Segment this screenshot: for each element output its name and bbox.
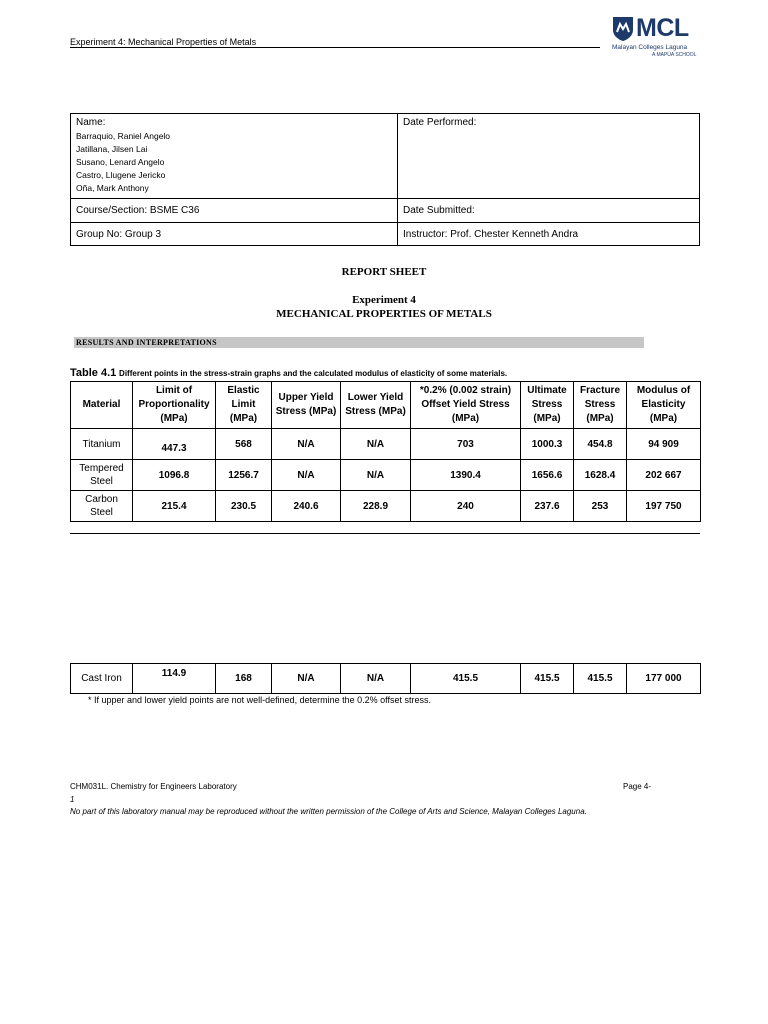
table-row <box>71 460 701 491</box>
table-cell: N/A <box>341 664 411 694</box>
table-row <box>71 491 701 522</box>
column-header: Ultimate Stress (MPa) <box>521 382 574 429</box>
table-cell: 253 <box>574 491 627 522</box>
table-cell: N/A <box>341 460 411 491</box>
table-cell: 114.9 <box>133 664 216 694</box>
table-cell: 202 667 <box>627 460 701 491</box>
table-cell: 447.3 <box>133 429 216 460</box>
column-header: Limit of Proportionality (MPa) <box>133 382 216 429</box>
table-description: Different points in the stress-strain graphs and the calculated modulus of elasticity of some materials. <box>119 369 508 378</box>
column-header: Upper Yield Stress (MPa) <box>272 382 341 429</box>
course-section: Course/Section: BSME C36 <box>71 199 398 223</box>
table-cell: 1390.4 <box>411 460 521 491</box>
table-cell: 1656.6 <box>521 460 574 491</box>
table-header-row <box>71 382 701 429</box>
table-cell: N/A <box>272 429 341 460</box>
table-cell: 177 000 <box>627 664 701 694</box>
table-number: Table 4.1 <box>70 367 117 379</box>
table-cell: 1000.3 <box>521 429 574 460</box>
member-name: Barraquio, Raniel Angelo <box>76 131 171 141</box>
member-list <box>76 130 392 195</box>
column-header: Modulus of Elasticity (MPa) <box>627 382 701 429</box>
copyright-note: No part of this laboratory manual may be reproduced without the written permission of the College of Arts and Science, Malayan Colleges Laguna. <box>70 807 587 816</box>
table-cell: 568 <box>216 429 272 460</box>
table-row <box>71 429 701 460</box>
table-cell: 1256.7 <box>216 460 272 491</box>
footer-page-continued: 1 <box>70 795 75 804</box>
footer-page: Page 4- <box>623 782 652 791</box>
column-header: Fracture Stress (MPa) <box>574 382 627 429</box>
table-cell: 230.5 <box>216 491 272 522</box>
logo-tagline: A MAPÚA SCHOOL <box>652 52 697 58</box>
logo-text: MCL <box>636 14 689 42</box>
column-header: Elastic Limit (MPa) <box>216 382 272 429</box>
footer-course: CHM031L. Chemistry for Engineers Laboratory <box>70 782 237 791</box>
info-table <box>70 113 700 246</box>
table-footnote: * If upper and lower yield points are not well-defined, determine the 0.2% offset stress. <box>88 695 432 705</box>
instructor: Instructor: Prof. Chester Kenneth Andra <box>398 223 700 246</box>
results-table <box>70 381 701 522</box>
date-performed-label: Date Performed: <box>403 117 477 128</box>
date-submitted-label: Date Submitted: <box>398 199 700 223</box>
table-cell: 168 <box>216 664 272 694</box>
member-name: Jatillana, Jilsen Lai <box>76 144 148 154</box>
table-cell: 240.6 <box>272 491 341 522</box>
table-cell: 197 750 <box>627 491 701 522</box>
table-cell: 415.5 <box>521 664 574 694</box>
material-cell: Cast Iron <box>71 664 133 694</box>
results-heading: RESULTS AND INTERPRETATIONS <box>74 337 644 348</box>
column-header: Material <box>71 382 133 429</box>
shield-icon <box>612 16 634 42</box>
logo-subtitle: Malayan Colleges Laguna <box>612 44 688 51</box>
header-rule <box>70 47 600 48</box>
table-cell: 1096.8 <box>133 460 216 491</box>
material-cell: Titanium <box>71 429 133 460</box>
mcl-logo <box>612 14 702 66</box>
material-cell: Tempered Steel <box>71 460 133 491</box>
column-header: *0.2% (0.002 strain) Offset Yield Stress (MPa) <box>411 382 521 429</box>
table-caption <box>70 367 507 379</box>
report-sheet-title: REPORT SHEET <box>341 266 427 278</box>
table-cell: 454.8 <box>574 429 627 460</box>
table-cell: 415.5 <box>574 664 627 694</box>
experiment-title: Experiment 4 <box>352 294 416 306</box>
table-row <box>71 664 701 694</box>
table-cell: 703 <box>411 429 521 460</box>
table-cell: N/A <box>272 664 341 694</box>
table-cell: 94 909 <box>627 429 701 460</box>
table-cell: 215.4 <box>133 491 216 522</box>
table-cell: 240 <box>411 491 521 522</box>
member-name: Susano, Lenard Angelo <box>76 157 165 167</box>
member-name: Castro, Llugene Jericko <box>76 170 166 180</box>
column-header: Lower Yield Stress (MPa) <box>341 382 411 429</box>
subject-title: MECHANICAL PROPERTIES OF METALS <box>276 308 492 320</box>
experiment-header: Experiment 4: Mechanical Properties of Metals <box>70 37 257 47</box>
table-cell: N/A <box>272 460 341 491</box>
group-no: Group No: Group 3 <box>71 223 398 246</box>
date-performed-cell <box>398 114 700 199</box>
material-cell: Carbon Steel <box>71 491 133 522</box>
table-cell: 228.9 <box>341 491 411 522</box>
table-cell: 1628.4 <box>574 460 627 491</box>
member-name: Oña, Mark Anthony <box>76 183 149 193</box>
table-cell: 415.5 <box>411 664 521 694</box>
results-table-continued <box>70 663 701 694</box>
table-cell: N/A <box>341 429 411 460</box>
name-label: Name: <box>76 117 106 128</box>
name-cell <box>71 114 398 199</box>
page-break-rule <box>70 533 700 534</box>
table-cell: 237.6 <box>521 491 574 522</box>
